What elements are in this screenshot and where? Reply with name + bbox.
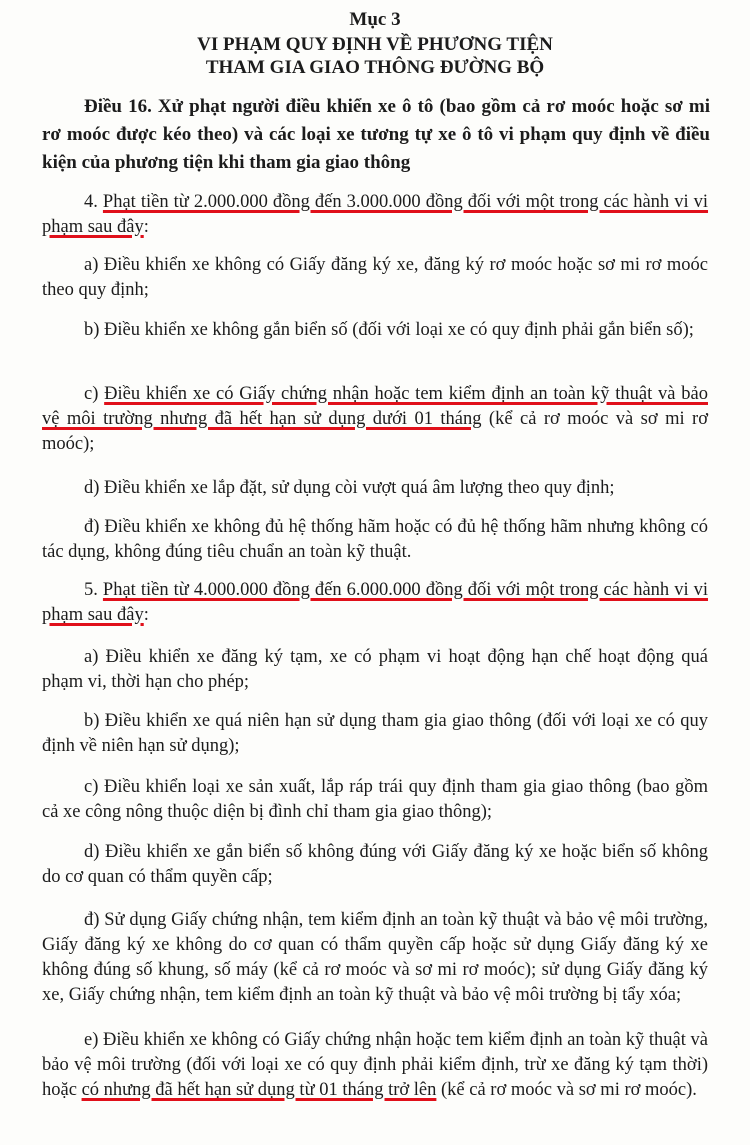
clause-4-item-d: d) Điều khiển xe lắp đặt, sử dụng còi vượt quá âm lượng theo quy định;: [84, 478, 615, 498]
clause-4-colon: :: [143, 217, 149, 237]
section-title-line1: VI PHẠM QUY ĐỊNH VỀ PHƯƠNG TIỆN: [197, 34, 553, 55]
clause-4-item-c-prefix: c): [84, 384, 105, 404]
clause-5-item-e-suffix: (kể cả rơ moóc và sơ mi rơ moóc).: [436, 1080, 697, 1100]
clause-4-item-c-underlined: Điều khiển xe có Giấy chứng nhận hoặc tem kiểm định an toàn kỹ thuật và bảo vệ môi trường nhưng đã hết hạn sử dụng dưới 01 tháng: [42, 384, 708, 429]
clause-5-number: 5.: [84, 580, 103, 600]
clause-5-lead: [42, 578, 708, 628]
clause-5-item-dd: đ) Sử dụng Giấy chứng nhận, tem kiểm định an toàn kỹ thuật và bảo vệ môi trường, Giấy đăng ký xe không do cơ quan có thẩm quyền cấp hoặc sử dụng Giấy đăng ký xe không đúng số khung, số máy (kể cả rơ moóc và sơ mi rơ moóc); sử dụng Giấy đăng ký xe, Giấy chứng nhận, tem kiểm định an toàn kỹ thuật và bảo vệ môi trường bị tẩy xóa;: [42, 910, 708, 1005]
clause-4-item-c: [42, 382, 708, 457]
clause-5-item-e: [42, 1028, 708, 1103]
article-heading: Điều 16. Xử phạt người điều khiển xe ô tô (bao gồm cả rơ moóc hoặc sơ mi rơ moóc được kéo theo) và các loại xe tương tự xe ô tô vi phạm quy định về điều kiện của phương tiện khi tham gia giao thông: [42, 96, 710, 173]
clause-5-item-b: b) Điều khiển xe quá niên hạn sử dụng tham gia giao thông (đối với loại xe có quy định về niên hạn sử dụng);: [42, 711, 708, 756]
clause-5-lead-underlined: Phạt tiền từ 4.000.000 đồng đến 6.000.000 đồng đối với một trong các hành vi vi phạm sau đây: [42, 580, 709, 625]
clause-4-lead: [42, 190, 708, 240]
section-title-line2: THAM GIA GIAO THÔNG ĐƯỜNG BỘ: [205, 57, 545, 78]
section-label: Mục 3: [349, 9, 401, 30]
clause-5-item-a: a) Điều khiển xe đăng ký tạm, xe có phạm vi hoạt động hạn chế hoạt động quá phạm vi, thời hạn cho phép;: [42, 647, 708, 692]
clause-5-item-c: c) Điều khiển loại xe sản xuất, lắp ráp trái quy định tham gia giao thông (bao gồm cả xe công nông thuộc diện bị đình chỉ tham gia giao thông);: [42, 777, 708, 822]
clause-5-item-d: d) Điều khiển xe gắn biển số không đúng với Giấy đăng ký xe hoặc biển số không do cơ quan có thẩm quyền cấp;: [42, 842, 708, 887]
clause-4-item-a: a) Điều khiển xe không có Giấy đăng ký xe, đăng ký rơ moóc hoặc sơ mi rơ moóc theo quy định;: [42, 255, 708, 300]
clause-5-colon: :: [143, 605, 149, 625]
clause-4-item-c-suffix: (kể cả rơ moóc và sơ mi rơ moóc);: [42, 409, 708, 454]
clause-5-item-e-underlined: có nhưng đã hết hạn sử dụng từ 01 tháng trở lên: [81, 1080, 437, 1100]
clause-4-item-dd: đ) Điều khiển xe không đủ hệ thống hãm hoặc có đủ hệ thống hãm nhưng không có tác dụng, không đúng tiêu chuẩn an toàn kỹ thuật.: [42, 517, 708, 562]
clause-4-item-b: b) Điều khiển xe không gắn biển số (đối với loại xe có quy định phải gắn biển số);: [84, 320, 694, 340]
clause-4-lead-underlined: Phạt tiền từ 2.000.000 đồng đến 3.000.000 đồng đối với một trong các hành vi vi phạm sau đây: [42, 192, 709, 237]
clause-4-number: 4.: [84, 192, 103, 212]
clause-5-item-e-prefix: e) Điều khiển xe không có Giấy chứng nhận hoặc tem kiểm định an toàn kỹ thuật và bảo vệ môi trường (đối với loại xe có quy định phải kiểm định, trừ xe đăng ký tạm thời) hoặc: [42, 1030, 708, 1100]
